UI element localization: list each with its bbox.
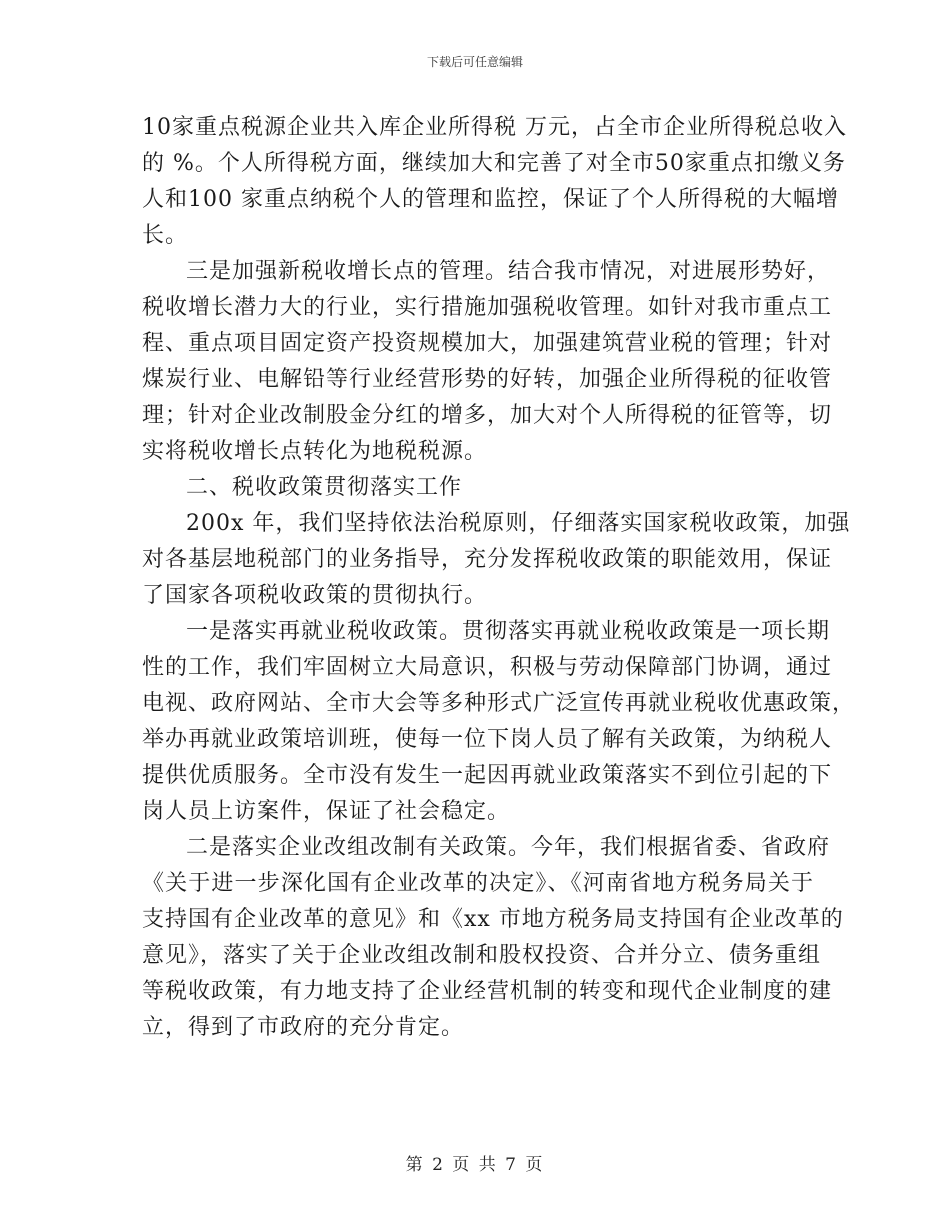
paragraph-start: 200x 年，我们坚持依法治税原则，仔细落实国家税收政策，加强 [186, 511, 851, 536]
text-line: 电视、政府网站、全市大会等多种形式广泛宣传再就业税收优惠政策， [142, 691, 856, 716]
text-line: 等税收政策，有力地支持了企业经营机制的转变和现代企业制度的建 [142, 979, 833, 1004]
text-line: 岗人员上访案件，保证了社会稳定。 [142, 799, 511, 824]
paragraph-start: 一是落实再就业税收政策。贯彻落实再就业税收政策是一项长期 [186, 619, 831, 644]
text-line: 举办再就业政策培训班，使每一位下岗人员了解有关政策，为纳税人 [142, 727, 833, 752]
text-line: 10家重点税源企业共入库企业所得税 万元，占全市企业所得税总收入 [142, 115, 847, 140]
text-line: 理；针对企业改制股金分红的增多，加大对个人所得税的征管等，切 [142, 403, 833, 428]
page-number: 第 2 页 共 7 页 [405, 1155, 545, 1175]
page-header: 下载后可任意编辑 [426, 55, 523, 69]
text-line: 煤炭行业、电解铅等行业经营形势的好转，加强企业所得税的征收管 [142, 367, 833, 392]
paragraph-start: 三是加强新税收增长点的管理。结合我市情况，对进展形势好， [186, 259, 831, 284]
text-line: 性的工作，我们牢固树立大局意识，积极与劳动保障部门协调，通过 [142, 655, 833, 680]
text-line: 提供优质服务。全市没有发生一起因再就业政策落实不到位引起的下 [142, 763, 833, 788]
paragraph-start: 二是落实企业改组改制有关政策。今年，我们根据省委、省政府 [186, 835, 831, 860]
text-line: 立，得到了市政府的充分肯定。 [142, 1015, 465, 1040]
text-line: 税收增长潜力大的行业，实行措施加强税收管理。如针对我市重点工 [142, 295, 833, 320]
text-line: 长。 [142, 223, 189, 248]
text-line: 程、重点项目固定资产投资规模加大，加强建筑营业税的管理；针对 [142, 331, 833, 356]
text-line: 的 %。个人所得税方面，继续加大和完善了对全市50家重点扣缴义务 [142, 151, 846, 176]
text-line: 对各基层地税部门的业务指导，充分发挥税收政策的职能效用，保证 [142, 547, 833, 572]
text-line: 支持国有企业改革的意见》和《xx 市地方税务局支持国有企业改革的 [142, 907, 844, 932]
text-line: 意见》，落实了关于企业改组改制和股权投资、合并分立、债务重组 [142, 943, 822, 968]
text-line: 人和100 家重点纳税个人的管理和监控，保证了个人所得税的大幅增 [142, 187, 839, 212]
text-line: 实将税收增长点转化为地税税源。 [142, 439, 488, 464]
text-line: 《关于进一步深化国有企业改革的决定》、《河南省地方税务局关于 [142, 871, 814, 896]
text-line: 了国家各项税收政策的贯彻执行。 [142, 583, 488, 608]
document-body [142, 110, 856, 1046]
section-heading: 二、税收政策贯彻落实工作 [186, 475, 463, 500]
